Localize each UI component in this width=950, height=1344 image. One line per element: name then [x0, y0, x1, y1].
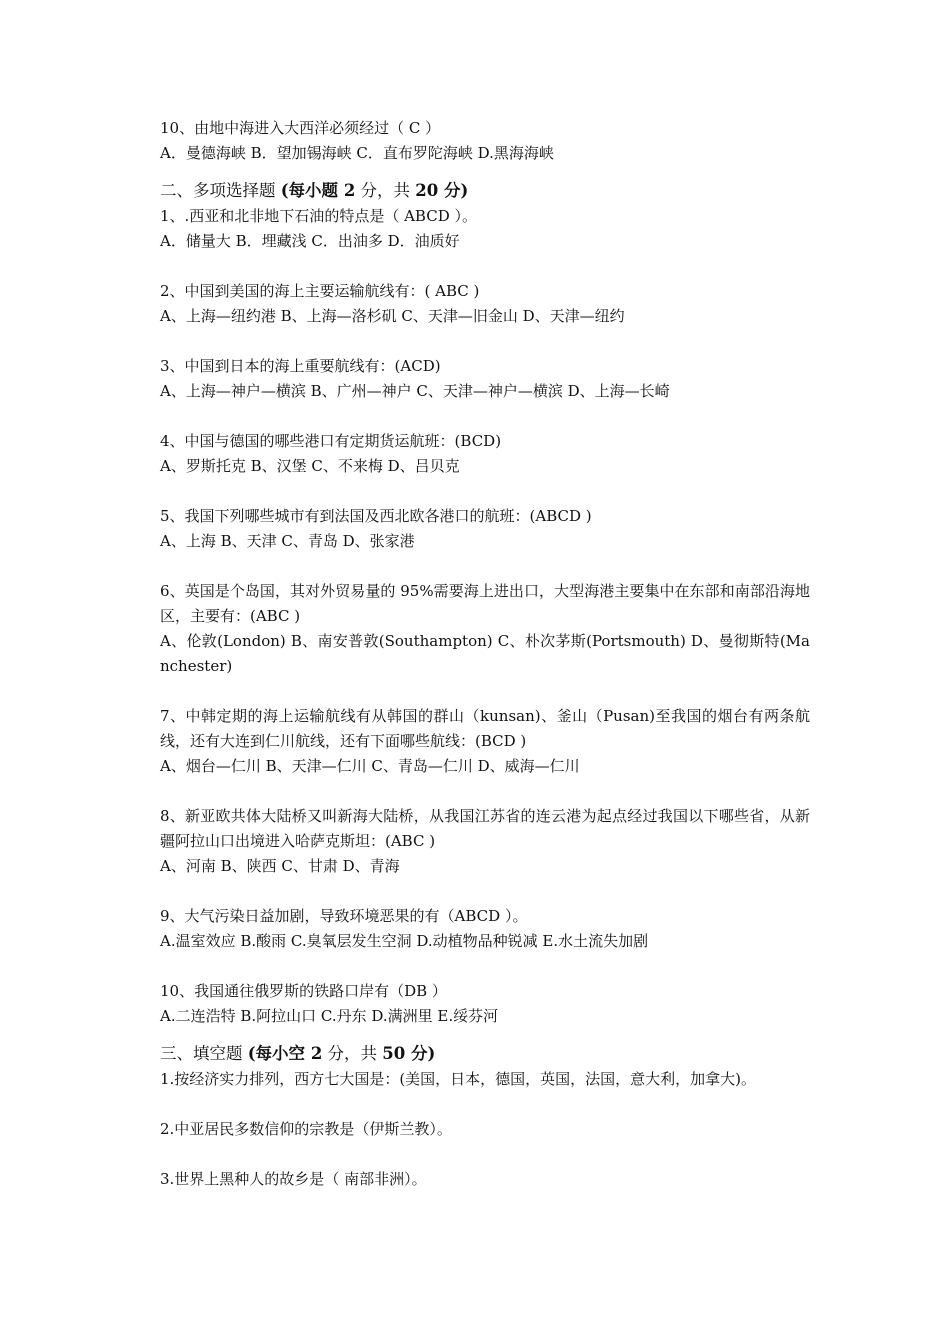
question-options: A、上海—神户—横滨 B、广州—神户 C、天津—神户—横滨 D、上海—长崎	[160, 382, 670, 400]
section-heading-part: 分)	[405, 1044, 436, 1063]
question-options: A、河南 B、陕西 C、甘肃 D、青海	[160, 857, 400, 875]
question-options: A、罗斯托克 B、汉堡 C、不来梅 D、吕贝克	[160, 457, 460, 475]
section-heading-points: 2	[343, 181, 356, 200]
section-heading-part: (每小题	[280, 181, 344, 200]
question-block	[160, 504, 810, 554]
question-text: 5、我国下列哪些城市有到法国及西北欧各港口的航班：(ABCD )	[160, 507, 592, 525]
question-text: 2、中国到美国的海上主要运输航线有：( ABC )	[160, 282, 480, 300]
question-options: A、伦敦(London) B、南安普敦(Southampton) C、朴次茅斯(Portsmouth) D、曼彻斯特(Manchester)	[160, 632, 810, 675]
question-options: A.温室效应 B.酸雨 C.臭氧层发生空洞 D.动植物品种锐减 E.水土流失加剧	[160, 932, 649, 950]
question-options: A.二连浩特 B.阿拉山口 C.丹东 D.满洲里 E.绥芬河	[160, 1007, 499, 1025]
question-options: A．储量大 B．埋藏浅 C．出油多 D．油质好	[160, 232, 460, 250]
question-options: A．曼德海峡 B．望加锡海峡 C．直布罗陀海峡 D.黑海海峡	[160, 144, 554, 162]
question-block	[160, 204, 810, 254]
section-heading-multiple-choice	[160, 178, 810, 204]
question-block	[160, 804, 810, 879]
fill-question: 3.世界上黑种人的故乡是（ 南部非洲）。	[160, 1170, 427, 1188]
section-heading-part: 分，共	[322, 1044, 383, 1063]
section-heading-fill-in	[160, 1041, 810, 1067]
question-block	[160, 279, 810, 329]
section-heading-part: (每小空	[247, 1044, 311, 1063]
question-options: A、上海—纽约港 B、上海—洛杉矶 C、天津—旧金山 D、天津—纽约	[160, 307, 625, 325]
document-page	[160, 116, 810, 1192]
section-heading-label: 二、多项选择题	[160, 181, 281, 200]
fill-question: 1.按经济实力排列，西方七大国是：(美国，日本，德国，英国，法国，意大利，加拿大)。	[160, 1070, 757, 1088]
section-heading-label: 三、填空题	[160, 1044, 248, 1063]
section-heading-total: 50	[382, 1044, 406, 1063]
section-heading-part: 分，共	[355, 181, 416, 200]
section-heading-points: 2	[310, 1044, 323, 1063]
question-block	[160, 979, 810, 1029]
question-text: 9、大气污染日益加剧，导致环境恶果的有（ABCD ）。	[160, 907, 528, 925]
question-text: 1、.西亚和北非地下石油的特点是（ ABCD ）。	[160, 207, 477, 225]
question-text: 8、新亚欧共体大陆桥又叫新海大陆桥，从我国江苏省的连云港为起点经过我国以下哪些省，从新疆阿拉山口出境进入哈萨克斯坦：(ABC )	[160, 807, 810, 850]
question-text: 7、中韩定期的海上运输航线有从韩国的群山（kunsan)、釜山（Pusan)至我国的烟台有两条航线，还有大连到仁川航线，还有下面哪些航线：(BCD )	[160, 707, 810, 750]
question-options: A、上海 B、天津 C、青岛 D、张家港	[160, 532, 415, 550]
section-heading-total: 20	[415, 181, 439, 200]
question-text: 4、中国与德国的哪些港口有定期货运航班：(BCD)	[160, 432, 502, 450]
question-block	[160, 429, 810, 479]
question-options: A、烟台—仁川 B、天津—仁川 C、青岛—仁川 D、威海—仁川	[160, 757, 580, 775]
section-heading-part: 分)	[438, 181, 469, 200]
fill-question: 2.中亚居民多数信仰的宗教是（伊斯兰教）。	[160, 1120, 452, 1138]
question-text: 10、由地中海进入大西洋必须经过（ C ）	[160, 119, 441, 137]
question-text: 6、英国是个岛国，其对外贸易量的 95%需要海上进出口，大型海港主要集中在东部和南部沿海地区，主要有：(ABC )	[160, 582, 810, 625]
question-block	[160, 579, 810, 679]
question-block	[160, 904, 810, 954]
question-text: 10、我国通往俄罗斯的铁路口岸有（DB ）	[160, 982, 447, 1000]
question-block	[160, 354, 810, 404]
question-block	[160, 704, 810, 779]
question-text: 3、中国到日本的海上重要航线有：(ACD)	[160, 357, 441, 375]
